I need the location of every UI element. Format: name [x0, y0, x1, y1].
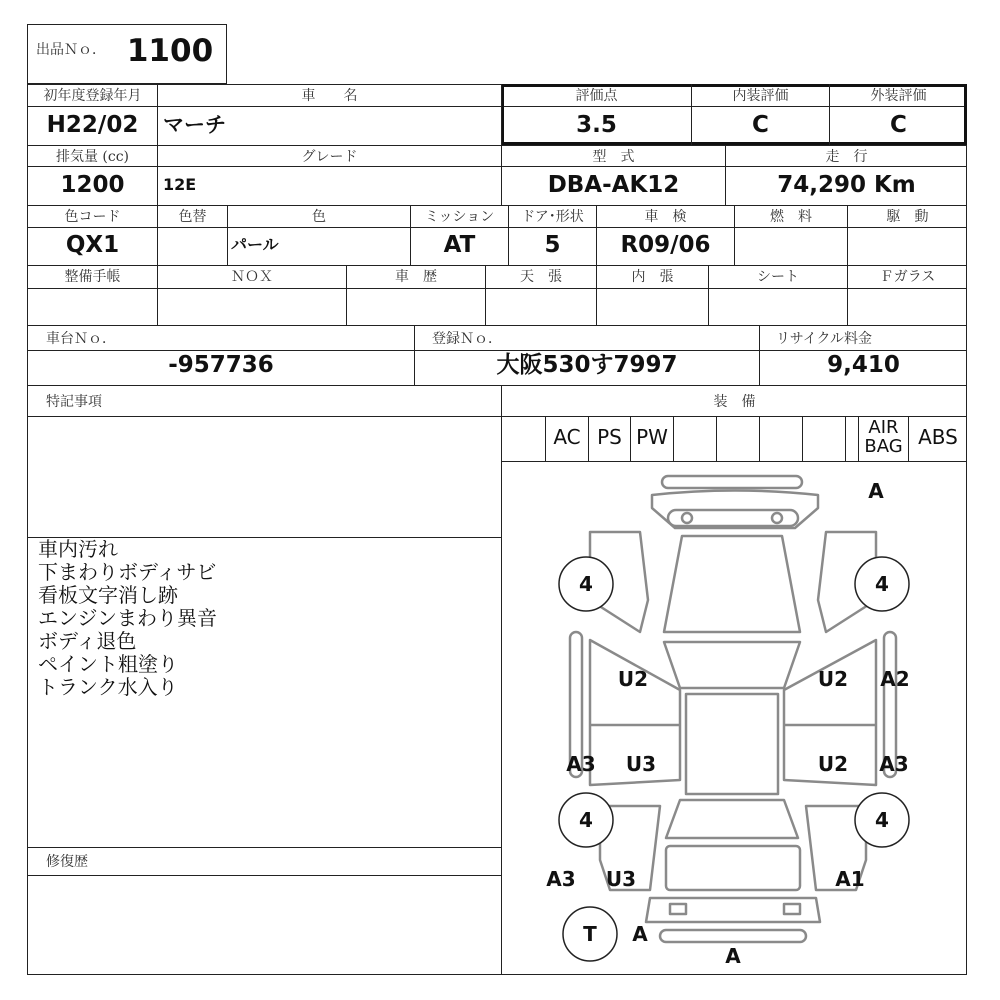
color-code-value: QX1	[65, 232, 120, 258]
mileage-value: 74,290 Km	[777, 172, 916, 198]
right-sill-mark: A2	[880, 667, 910, 691]
color-change-label: 色替	[178, 209, 207, 225]
f-glass-label: Ｆガラス	[879, 269, 936, 285]
left-sill-mark: A3	[566, 752, 596, 776]
maintenance-label: 整備手帳	[64, 269, 121, 285]
rear-door-right-mark: U2	[817, 752, 849, 776]
repair-label: 修復歴	[46, 854, 88, 870]
interior-roof-label: 内 張	[631, 269, 674, 285]
car-name-value: マーチ	[163, 113, 226, 137]
rear-bumper-left-mark: A	[632, 922, 648, 946]
score-value: 3.5	[576, 112, 617, 138]
reg-no-value: 大阪530す7997	[496, 352, 678, 378]
tire-fl-mark: 4	[579, 572, 593, 596]
equip-ps: PS	[597, 425, 622, 449]
color-label: 色	[312, 209, 326, 225]
rear-bumper-mark: A	[725, 944, 741, 968]
exterior-value: C	[890, 112, 907, 138]
equip-airbag: AIR BAG	[864, 417, 903, 457]
model-value: DBA-AK12	[547, 172, 680, 198]
first-reg-label: 初年度登録年月	[43, 88, 142, 104]
equip-ac: AC	[553, 425, 581, 449]
color-value: パール	[231, 235, 279, 254]
interior-label: 内装評価	[732, 88, 789, 104]
list-item: エンジンまわり異音	[38, 606, 217, 630]
front-door-right-mark: U2	[817, 667, 849, 691]
roof-label: 天 張	[520, 269, 562, 285]
equip-abs: ABS	[918, 425, 958, 449]
rear-right-fender-mark: A1	[835, 867, 865, 891]
chassis-label: 車台Ｎｏ．	[46, 331, 116, 347]
exterior-label: 外装評価	[870, 88, 927, 104]
rear-left-corner-mark: A3	[546, 867, 576, 891]
right-rear-sill-mark: A3	[879, 752, 909, 776]
recycle-value: 9,410	[827, 352, 900, 378]
chassis-value: -957736	[168, 352, 274, 378]
displacement-value: 1200	[60, 172, 125, 198]
equip-pw: PW	[636, 425, 668, 449]
rear-door-left-mark: U3	[625, 752, 657, 776]
mission-value: AT	[443, 232, 476, 258]
tire-fr-mark: 4	[875, 572, 889, 596]
recycle-label: リサイクル料金	[776, 331, 873, 347]
trunk-mark: T	[583, 922, 597, 946]
car-damage-diagram	[502, 462, 966, 974]
interior-value: C	[752, 112, 769, 138]
front-mark: A	[868, 479, 884, 503]
door-label: ドア･形状	[521, 209, 584, 225]
list-item: 下まわりボディサビ	[38, 560, 217, 584]
model-label: 型 式	[592, 149, 635, 165]
notes-label: 特記事項	[46, 394, 102, 410]
mileage-label: 走 行	[825, 149, 868, 165]
tire-rl-mark: 4	[579, 808, 593, 832]
fuel-label: 燃 料	[770, 209, 812, 225]
door-value: 5	[544, 232, 561, 258]
first-reg-value: H22/02	[46, 112, 139, 138]
front-door-left-mark: U2	[617, 667, 649, 691]
grade-label: グレード	[301, 149, 358, 165]
list-item: 看板文字消し跡	[38, 583, 178, 607]
displacement-label: 排気量 (cc)	[55, 149, 130, 165]
list-item: トランク水入り	[38, 675, 178, 699]
equipment-label: 装 備	[713, 394, 756, 410]
inspection-value: R09/06	[620, 232, 711, 258]
color-code-label: 色コード	[64, 209, 121, 225]
score-label: 評価点	[575, 88, 618, 104]
list-item: 車内汚れ	[38, 537, 118, 561]
tire-rr-mark: 4	[875, 808, 889, 832]
seat-label: シート	[757, 269, 799, 285]
notes-list	[38, 538, 217, 699]
inspection-label: 車 検	[644, 209, 687, 225]
rear-left-fender-mark: U3	[605, 867, 637, 891]
list-item: ペイント粗塗り	[38, 652, 178, 676]
grade-value: 12E	[163, 175, 197, 194]
list-item: ボディ退色	[38, 629, 137, 653]
lot-label: 出品Ｎｏ．	[36, 42, 106, 58]
drive-label: 駆 動	[886, 209, 929, 225]
lot-number: 1100	[126, 33, 214, 69]
nox-label: ＮＯＸ	[231, 269, 273, 285]
history-label: 車 歴	[395, 269, 437, 285]
reg-no-label: 登録Ｎｏ．	[432, 331, 502, 347]
car-name-label: 車 名	[301, 88, 358, 104]
mission-label: ミッション	[424, 209, 495, 225]
